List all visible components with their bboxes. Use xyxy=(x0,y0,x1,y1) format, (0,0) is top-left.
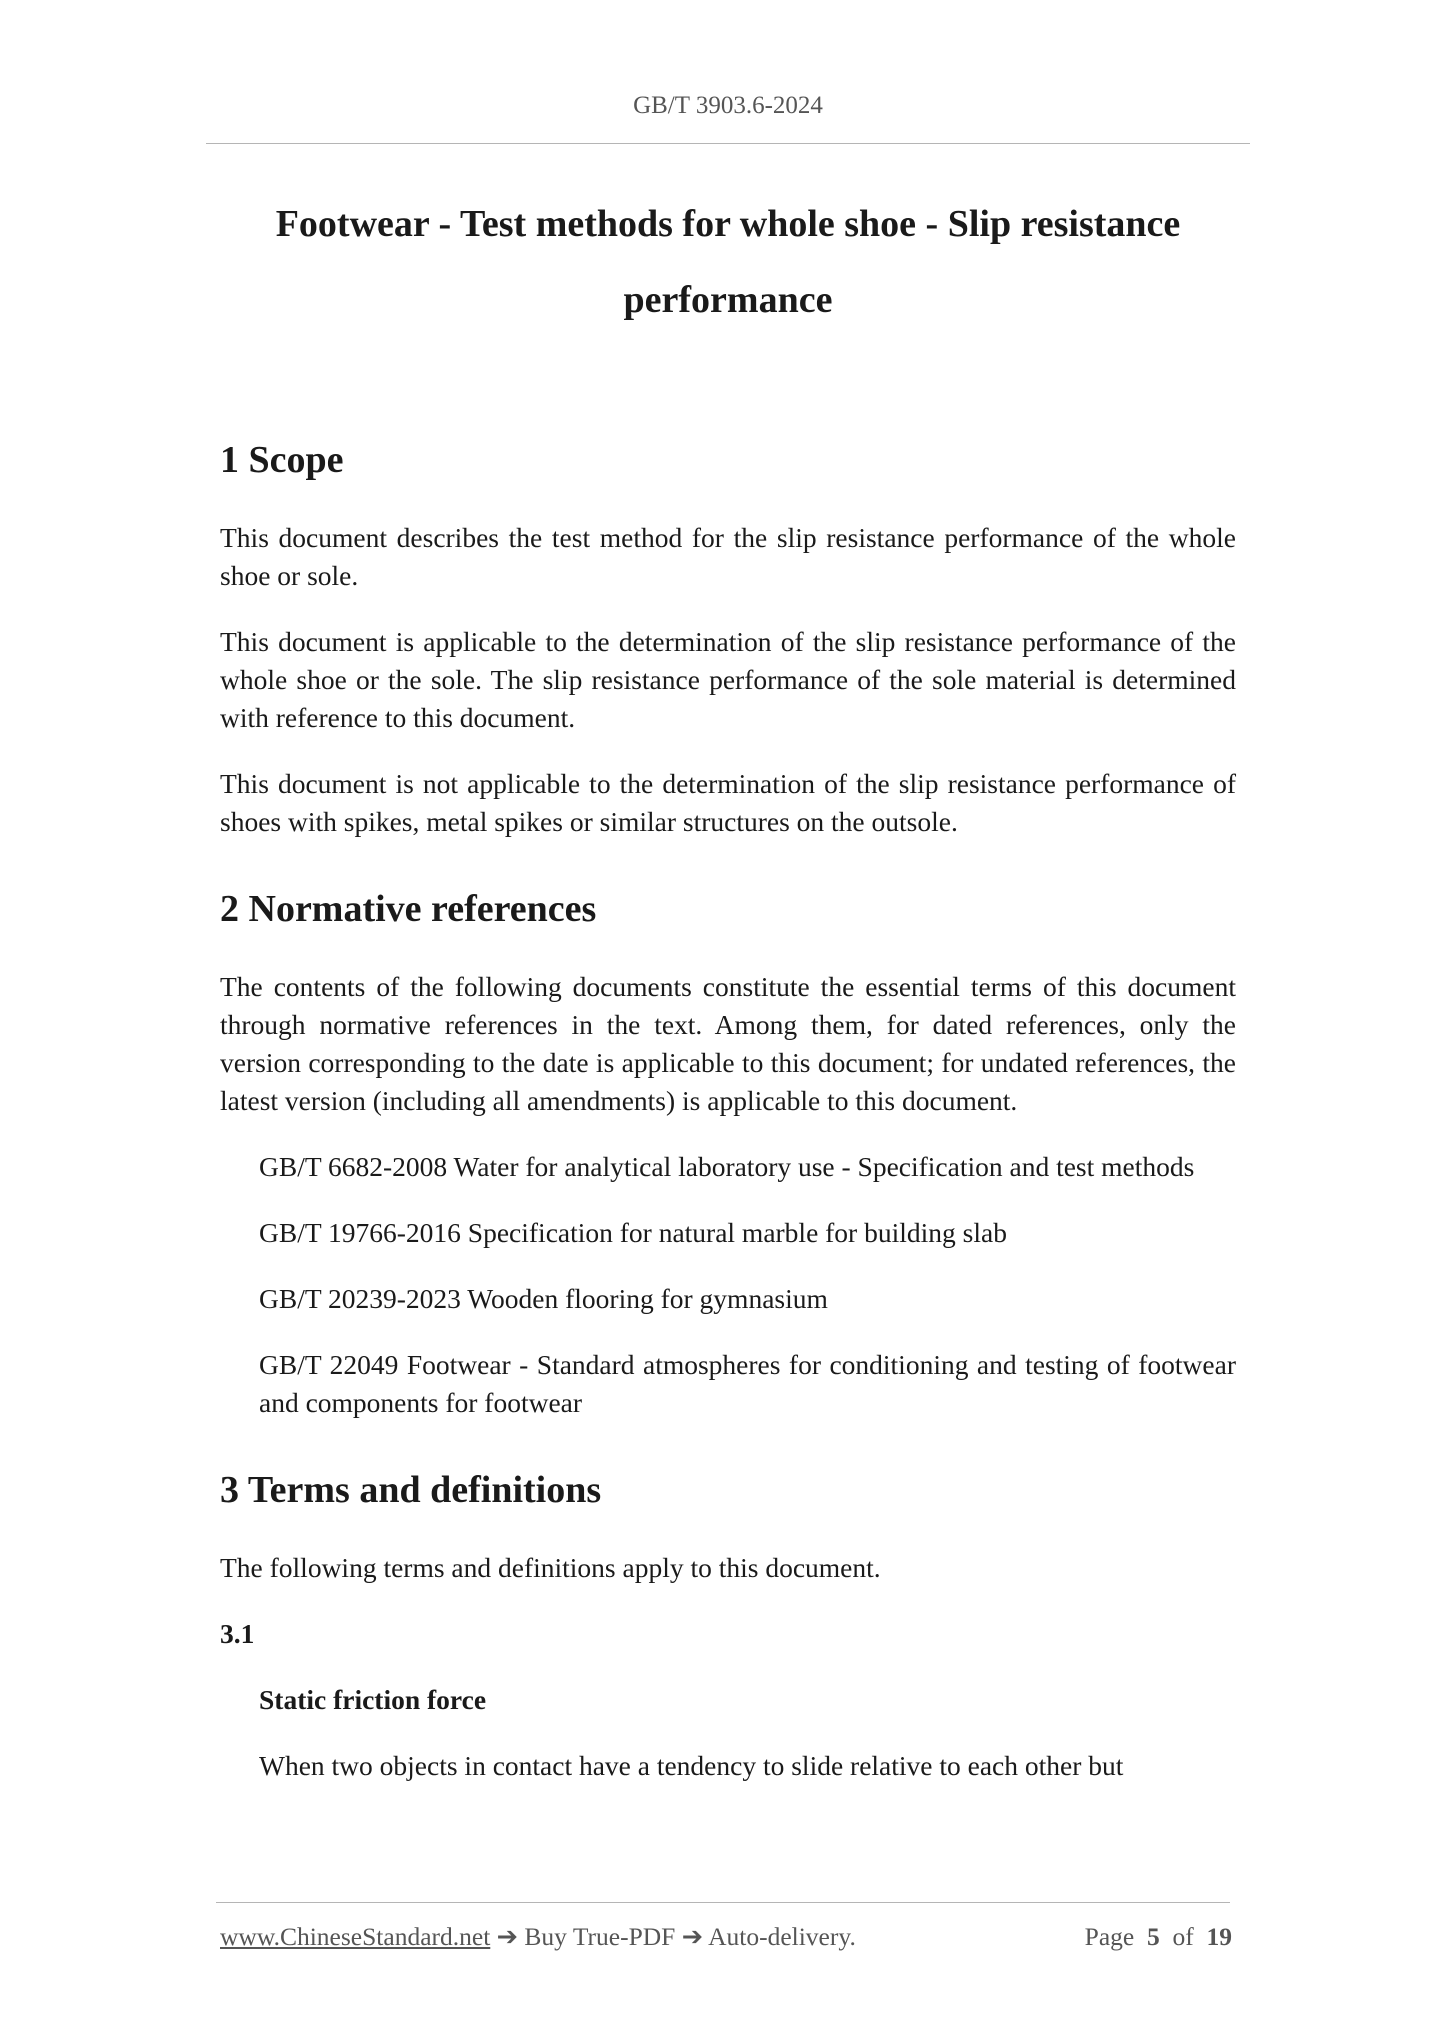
section-heading-normative-references: 2 Normative references xyxy=(220,888,597,930)
arrow-right-icon: ➔ xyxy=(496,1922,519,1951)
running-header: GB/T 3903.6-2024 xyxy=(633,92,823,119)
page-label: Page xyxy=(1084,1922,1135,1951)
scope-paragraph-2: This document is applicable to the determination of the slip resistance performance of the whole shoe or the sole. The slip resistance performance of the sole material is determined with reference to this document. xyxy=(220,626,1236,733)
scope-paragraph-3: This document is not applicable to the determination of the slip resistance performance of shoes with spikes, metal spikes or similar structures on the outsole. xyxy=(220,768,1236,837)
section-heading-scope: 1 Scope xyxy=(220,439,344,481)
reference-item: GB/T 6682-2008 Water for analytical laboratory use - Specification and test methods xyxy=(259,1151,1195,1182)
title-line-1: Footwear - Test methods for whole shoe - Slip resistance xyxy=(275,203,1181,245)
reference-item: GB/T 22049 Footwear - Standard atmospheres for conditioning and testing of footwear and components for footwear xyxy=(259,1349,1236,1418)
document-body xyxy=(220,436,1236,1785)
reference-item: GB/T 20239-2023 Wooden flooring for gymnasium xyxy=(259,1283,828,1314)
footer-promo xyxy=(220,1922,856,1951)
buy-true-pdf-text: Buy True-PDF xyxy=(524,1922,676,1951)
auto-delivery-text: Auto-delivery. xyxy=(708,1922,856,1951)
arrow-right-icon: ➔ xyxy=(681,1922,704,1951)
section-heading-terms-definitions: 3 Terms and definitions xyxy=(220,1469,602,1511)
document-title xyxy=(220,186,1236,338)
title-line-2: performance xyxy=(623,279,833,321)
page-current: 5 xyxy=(1147,1922,1160,1951)
scope-paragraph-1: This document describes the test method for the slip resistance performance of the whole shoe or sole. xyxy=(220,522,1236,591)
term-definition: When two objects in contact have a tendency to slide relative to each other but xyxy=(259,1750,1124,1781)
terms-intro: The following terms and definitions apply to this document. xyxy=(220,1552,881,1583)
term-name: Static friction force xyxy=(259,1684,487,1715)
website-link[interactable]: www.ChineseStandard.net xyxy=(220,1922,491,1951)
page-footer xyxy=(220,1922,1232,1952)
term-number: 3.1 xyxy=(220,1618,255,1649)
reference-item: GB/T 19766-2016 Specification for natural marble for building slab xyxy=(259,1217,1007,1248)
page-indicator xyxy=(1085,1922,1232,1952)
page-total: 19 xyxy=(1206,1922,1232,1951)
header-divider xyxy=(206,143,1250,144)
footer-divider xyxy=(216,1902,1230,1903)
of-label: of xyxy=(1172,1922,1194,1951)
references-intro: The contents of the following documents constitute the essential terms of this document through normative references in the text. Among them, for dated references, only the version corresponding to the date is applicable to this document; for undated references, the latest version (including all amendments) is applicable to this document. xyxy=(220,971,1236,1116)
